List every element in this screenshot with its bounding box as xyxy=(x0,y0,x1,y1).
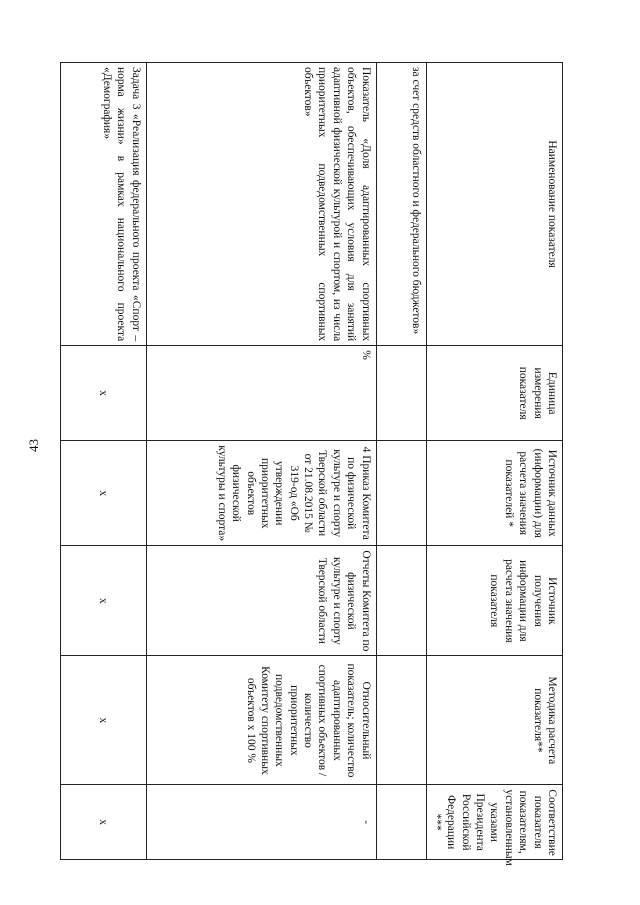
task-name: Задача 3 «Реализация федерального проекта «Спорт – норма жизни» в рамках национального проекта «Демография» xyxy=(60,63,146,346)
header-compliance: Соответствие показателя показателям, установленным указами Президента Российской Федерации *** xyxy=(426,785,562,860)
indicators-table xyxy=(60,62,563,866)
empty-cell xyxy=(376,441,426,546)
table-row xyxy=(376,63,426,860)
table-row xyxy=(146,63,376,860)
empty-cell xyxy=(376,785,426,860)
table-row xyxy=(60,63,146,860)
header-source-data: Источник данных (информации) для расчета значения показателей * xyxy=(426,441,562,546)
task-source-info: х xyxy=(60,546,146,656)
header-unit: Единица измерения показателя xyxy=(426,346,562,441)
indicator-source-info: Отчеты Комитета по физической культуре и спорту Тверской области xyxy=(146,546,376,656)
task-source-data: х xyxy=(60,441,146,546)
indicator-unit: % xyxy=(146,346,376,441)
indicator-name: Показатель «Доля адаптированных спортивных объектов, обеспечивающих условия для занятий адаптивной физической культурой и спортом, из числа приоритетных подведомственных спортивных объектов» xyxy=(146,63,376,346)
empty-cell xyxy=(376,656,426,785)
page-number: 43 xyxy=(26,439,41,452)
empty-cell xyxy=(376,346,426,441)
section-text: за счет средств областного и федерального бюджетов» xyxy=(376,63,426,346)
task-unit: х xyxy=(60,346,146,441)
task-compliance: х xyxy=(60,785,146,860)
rotated-page xyxy=(93,62,563,866)
header-name: Наименование показателя xyxy=(426,63,562,346)
header-method: Методика расчета показателя** xyxy=(426,656,562,785)
indicator-compliance: - xyxy=(146,785,376,860)
indicator-source-data: 4 Приказ Комитета по физической культуре и спорту Тверской области от 21.08.2015 № 319-од «Об утверждении приоритетных объектов физической культуры и спорта» xyxy=(146,441,376,546)
table-header-row xyxy=(426,63,562,860)
empty-cell xyxy=(376,546,426,656)
task-method: х xyxy=(60,656,146,785)
indicator-method: Относительный показатель; количество адаптированных спортивных объектов / количество приоритетных подведомственных Комитету спортивных объектов х 100 % xyxy=(146,656,376,785)
header-source-info: Источник получения информации для расчета значения показателя xyxy=(426,546,562,656)
